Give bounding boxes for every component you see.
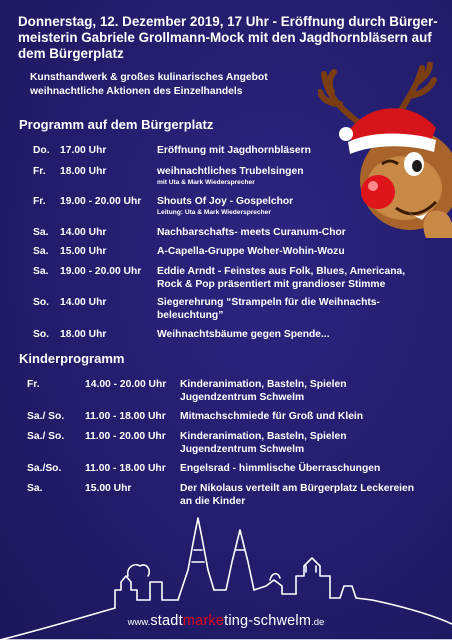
program-event-line: beleuchtung” <box>157 310 224 321</box>
program-event-line: Eddie Arndt - Feinstes aus Folk, Blues, Americana, <box>157 266 406 277</box>
kids-program-title: Kinderprogramm <box>19 351 125 366</box>
program-row <box>0 165 452 189</box>
program-row <box>0 144 452 158</box>
program-row <box>0 226 452 240</box>
antler-right-icon <box>398 64 434 116</box>
program-event <box>157 165 303 187</box>
kids-event <box>180 482 414 508</box>
kids-time: 11.00 - 18.00 Uhr <box>85 463 166 474</box>
headline-line: Donnerstag, 12. Dezember 2019, 17 Uhr - Eröffnung durch Bürger- <box>18 14 438 29</box>
website-url[interactable] <box>0 612 452 630</box>
program-row <box>0 296 452 324</box>
kids-program-row <box>0 430 452 458</box>
program-event-line: Eröffnung mit Jagdhornbläsern <box>157 145 311 156</box>
website-prefix: www. <box>127 617 151 628</box>
program-time: 18.00 Uhr <box>60 166 107 177</box>
intro-line: Kunsthandwerk & großes kulinarisches Angebot <box>30 72 268 83</box>
program-row <box>0 328 452 342</box>
headline <box>18 14 438 62</box>
program-day: So. <box>33 297 50 308</box>
program-day: Fr. <box>33 196 46 207</box>
kids-event-line: an die Kinder <box>180 496 246 507</box>
kids-time: 11.00 - 20.00 Uhr <box>85 431 166 442</box>
program-event <box>157 265 405 291</box>
program-day: So. <box>33 329 50 340</box>
program-day: Do. <box>33 145 50 156</box>
program-time: 17.00 Uhr <box>60 145 107 156</box>
kids-program-row <box>0 410 452 424</box>
kids-program-row <box>0 482 452 510</box>
program-event-line: Weihnachtsbäume gegen Spende... <box>157 329 330 340</box>
program-event-line: Siegerehrung “Strampeln für die Weihnachts- <box>157 297 380 308</box>
intro-line: weihnachtliche Aktionen des Einzelhandels <box>30 86 243 97</box>
headline-line: meisterin Gabriele Grollmann-Mock mit den Jagdhornbläsern auf <box>18 30 432 45</box>
program-event-line: weihnachtliches Trubelsingen <box>157 166 304 177</box>
program-event-line: Nachbarschafts- meets Curanum-Chor <box>157 227 346 238</box>
kids-day: Sa./ So. <box>27 411 65 422</box>
program-time: 19.00 - 20.00 Uhr <box>60 196 142 207</box>
intro-text <box>30 71 330 99</box>
kids-time: 14.00 - 20.00 Uhr <box>85 379 167 390</box>
program-row <box>0 245 452 259</box>
kids-time: 15.00 Uhr <box>85 483 132 494</box>
program-event <box>157 245 345 258</box>
website-brand-highlight: marke <box>182 613 225 629</box>
kids-event <box>180 462 380 475</box>
kids-event <box>180 378 347 404</box>
program-day: Fr. <box>33 166 46 177</box>
program-event-line: Shouts Of Joy - Gospelchor <box>157 196 294 207</box>
kids-day: Fr. <box>27 379 40 390</box>
kids-time: 11.00 - 18.00 Uhr <box>85 411 166 422</box>
program-event <box>157 296 380 322</box>
program-time: 18.00 Uhr <box>60 329 107 340</box>
program-time: 14.00 Uhr <box>60 297 107 308</box>
program-time: 19.00 - 20.00 Uhr <box>60 266 142 277</box>
program-event <box>157 195 293 217</box>
program-event-line: Rock & Pop präsentiert mit grandioser Stimme <box>157 279 386 290</box>
program-event-note: Leitung: Uta & Mark Wiedersprecher <box>157 209 271 216</box>
program-event <box>157 328 330 341</box>
kids-event <box>180 410 363 423</box>
kids-day: Sa./So. <box>27 463 62 474</box>
website-brand-part: stadt <box>150 613 183 629</box>
program-row <box>0 265 452 293</box>
kids-day: Sa. <box>27 483 43 494</box>
headline-line: dem Bürgerplatz <box>18 46 124 61</box>
program-day: Sa. <box>33 246 49 257</box>
website-brand-part: ting-schwelm <box>224 613 312 629</box>
kids-day: Sa./ So. <box>27 431 65 442</box>
program-event-line: A-Capella-Gruppe Woher-Wohin-Wozu <box>157 246 345 257</box>
program-day: Sa. <box>33 266 49 277</box>
program-event-note: mit Uta & Mark Wiedersprecher <box>157 179 255 186</box>
program-time: 15.00 Uhr <box>60 246 107 257</box>
kids-event-line: Mitmachschmiede für Groß und Klein <box>180 411 364 422</box>
kids-event <box>180 430 347 456</box>
kids-event-line: Kinderanimation, Basteln, Spielen <box>180 379 347 390</box>
program-day: Sa. <box>33 227 49 238</box>
kids-event-line: Engelsrad - himmlische Überraschungen <box>180 463 381 474</box>
kids-program-row <box>0 378 452 406</box>
website-suffix: .de <box>311 617 325 628</box>
antler-left-icon <box>320 72 358 122</box>
program-event <box>157 144 311 157</box>
program-event <box>157 226 346 239</box>
kids-event-line: Jugendzentrum Schwelm <box>180 392 305 403</box>
program-title: Programm auf dem Bürgerplatz <box>19 117 214 132</box>
program-time: 14.00 Uhr <box>60 227 107 238</box>
kids-event-line: Jugendzentrum Schwelm <box>180 444 305 455</box>
program-row <box>0 195 452 219</box>
kids-event-line: Kinderanimation, Basteln, Spielen <box>180 431 347 442</box>
kids-program-row <box>0 462 452 476</box>
kids-event-line: Der Nikolaus verteilt am Bürgerplatz Leckereien <box>180 483 415 494</box>
